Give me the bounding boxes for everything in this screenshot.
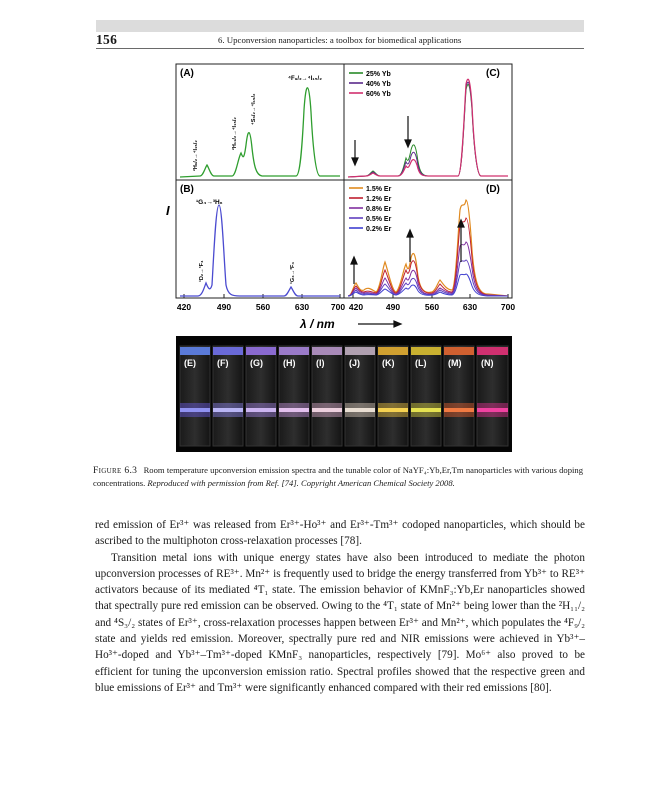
paragraph-2: Transition metal ions with unique energy states have also been introduced to mediate the photon upconversion processes of RE³⁺. Mn²⁺ is frequently used to bridge the energy transferred from Yb³⁺ to RE³⁺ activators because of its mediated ⁴T₁ state. The emission behavior of KMnF₃:Yb,Er nanoparticles showed that spectrally pure red emission can be observed. Owing to the ⁴T₁ state of Mn²⁺ being lower than the ²H₁₁/₂ and ⁴S₃/₂ states of Er³⁺, cross-relaxation processes happen between Er³⁺ and Mn²⁺, which populates the ⁴F₉/₂ state and yields red emission. Moreover, spectrally pure red and NIR emissions were achieved in Yb³⁺–Ho³⁺-doped and Yb³⁺–Tm³⁺-doped KMnF₃ nanoparticles, respectively [79]. Mo⁶⁺ also proved to be efficient for tuning the upconversion emission ratio. Spectral profiles showed that the respective green and blue emissions of Er³⁺ and Tm³⁺ were significantly enhanced compared with their red emissions [80]. <box>95 551 585 694</box>
y-axis-label: I <box>166 203 170 218</box>
legend-d-02er: 0.2% Er <box>366 226 392 233</box>
vial-e <box>180 346 210 446</box>
x-tick-right-5: 700 <box>500 302 516 312</box>
legend-d-05er: 0.5% Er <box>366 216 392 223</box>
caption-credit: Reproduced with permission from Ref. [74]. Copyright American Chemical Society 2008. <box>147 478 455 489</box>
x-tick-left-1: 420 <box>176 302 192 312</box>
annotation-2h112: ²H₁₁/₂→⁴I₁₅/₂ <box>232 117 238 150</box>
vial-label-h: (H) <box>283 358 296 368</box>
legend-c-60yb: 60% Yb <box>366 91 391 98</box>
vial-k <box>378 346 408 446</box>
legend-d-12er: 1.2% Er <box>366 196 392 203</box>
figure-caption <box>93 464 583 490</box>
legend-d-15er: 1.5% Er <box>366 186 392 193</box>
legend-d-08er: 0.8% Er <box>366 206 392 213</box>
annotation-4s32: ⁴S₃/₂→⁴I₁₅/₂ <box>251 93 257 125</box>
page-number: 156 <box>96 32 118 47</box>
vial-label-m: (M) <box>448 358 462 368</box>
x-tick-right-3: 560 <box>424 302 440 312</box>
vial-label-l: (L) <box>415 358 427 368</box>
x-axis-arrow <box>358 321 401 327</box>
annotation-1g4-3h6: ¹G₄→³H₆ <box>196 199 223 206</box>
vial-j <box>345 346 375 446</box>
x-tick-left-4: 630 <box>294 302 310 312</box>
legend-c-40yb: 40% Yb <box>366 81 391 88</box>
panel-label-a: (A) <box>180 68 194 79</box>
paragraph-1: red emission of Er³⁺ was released from Er³⁺-Ho³⁺ and Er³⁺-Tm³⁺ codoped nanoparticles, which should be ascribed to the multiphoton cross-relaxation processes [78]. <box>95 519 585 548</box>
caption-label: Figure 6.3 <box>93 465 138 476</box>
annotation-4f92: ⁴F₉/₂→⁴I₁₅/₂ <box>288 76 322 82</box>
vial-label-j: (J) <box>349 358 360 368</box>
x-tick-right-2: 490 <box>385 302 401 312</box>
vial-label-f: (F) <box>217 358 229 368</box>
vial-g <box>246 346 276 446</box>
vial-label-i: (I) <box>316 358 325 368</box>
panel-label-d: (D) <box>486 184 500 195</box>
body-text <box>95 517 585 696</box>
panel-label-c: (C) <box>486 68 500 79</box>
vial-n <box>477 346 508 446</box>
legend-c-25yb: 25% Yb <box>366 71 391 78</box>
vial-f <box>213 346 243 446</box>
annotation-1d2-3f4: ¹D₂→³F₄ <box>199 260 205 282</box>
annotation-1g4-3f4: ¹G₄→³F₄ <box>290 261 296 284</box>
vial-h <box>279 346 309 446</box>
vial-label-g: (G) <box>250 358 263 368</box>
running-title: 6. Upconversion nanoparticles: a toolbox for biomedical applications <box>218 35 462 45</box>
x-tick-right-1: 420 <box>348 302 364 312</box>
x-tick-left-2: 490 <box>216 302 232 312</box>
panel-label-b: (B) <box>180 184 194 195</box>
x-axis-label: λ / nm <box>300 317 335 331</box>
caption-text: Room temperature upconversion emission spectra and the tunable color of NaYF₄:Yb,Er,Tm nanoparticles with various doping concentrations. <box>93 465 584 489</box>
vial-label-n: (N) <box>481 358 494 368</box>
x-tick-left-3: 560 <box>255 302 271 312</box>
vial-label-k: (K) <box>382 358 395 368</box>
x-tick-right-4: 630 <box>462 302 478 312</box>
x-tick-left-5: 700 <box>330 302 346 312</box>
vial-m <box>444 346 474 446</box>
vial-l <box>411 346 441 446</box>
annotation-2h92: ²H₉/₂→⁴I₁₅/₂ <box>193 140 199 171</box>
vial-label-e: (E) <box>184 358 196 368</box>
vial-i <box>312 346 342 446</box>
